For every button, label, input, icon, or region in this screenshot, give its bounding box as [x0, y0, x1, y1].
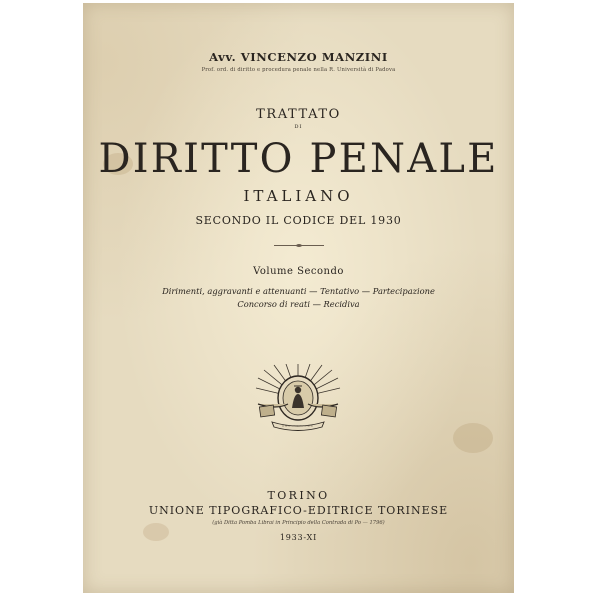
author-affiliation: Prof. ord. di diritto e procedura penale nella R. Università di Padova — [201, 67, 396, 73]
contents-line: Dirimenti, aggravanti e attenuanti — Tentativo — Partecipazione — [162, 286, 435, 296]
foxing-stain — [453, 423, 493, 453]
title-connector: DI — [294, 124, 303, 130]
publication-year: 1933-XI — [279, 533, 318, 542]
book-subtitle: ITALIANO — [243, 187, 354, 205]
ornamental-rule — [274, 245, 324, 246]
publisher-history: (già Ditta Pomba Librai in Principio della Contrada di Po — 1796) — [212, 520, 385, 526]
contents-line: Concorso di reati — Recidiva — [237, 299, 360, 309]
series-line: TRATTATO — [256, 107, 341, 122]
publisher-emblem-icon — [254, 364, 342, 432]
volume-label: Volume Secondo — [253, 266, 344, 277]
code-edition-line: SECONDO IL CODICE DEL 1930 — [195, 214, 402, 227]
title-page — [83, 3, 514, 593]
city: TORINO — [267, 489, 330, 502]
publisher-name: UNIONE TIPOGRAFICO-EDITRICE TORINESE — [148, 504, 449, 517]
book-title: DIRITTO PENALE — [98, 136, 499, 182]
author-name: Avv. VINCENZO MANZINI — [209, 50, 388, 64]
